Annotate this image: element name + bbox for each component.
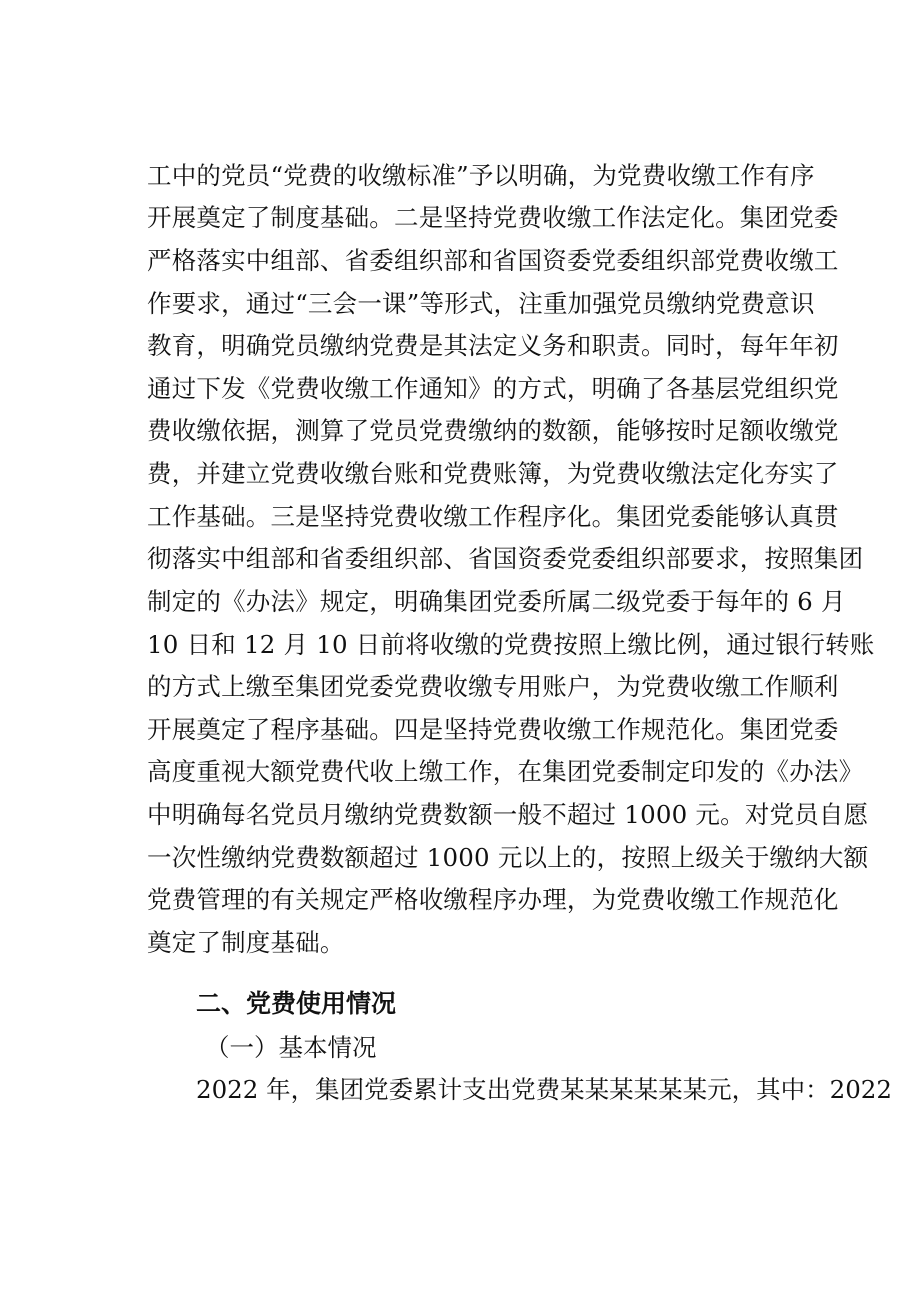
paragraph-line: 高度重视大额党费代收上缴工作，在集团党委制定印发的《办法》	[147, 757, 864, 786]
paragraph-line: 工作基础。三是坚持党费收缴工作程序化。集团党委能够认真贯	[147, 502, 839, 531]
subsection-heading: （一）基本情况	[205, 1033, 377, 1062]
paragraph-line: 严格落实中组部、省委组织部和省国资委党委组织部党费收缴工	[147, 246, 839, 275]
paragraph-line: 制定的《办法》规定，明确集团党委所属二级党委于每年的 6 月	[147, 587, 846, 616]
paragraph-line: 奠定了制度基础。	[147, 928, 345, 957]
paragraph-line: 工中的党员“党费的收缴标准”予以明确，为党费收缴工作有序	[147, 161, 815, 190]
paragraph-line: 开展奠定了程序基础。四是坚持党费收缴工作规范化。集团党委	[147, 715, 839, 744]
paragraph-line: 中明确每名党员月缴纳党费数额一般不超过 1000 元。对党员自愿	[147, 800, 869, 829]
paragraph-line: 2022 年，集团党委累计支出党费某某某某某某元，其中：2022	[196, 1075, 892, 1104]
paragraph-line: 费收缴依据，测算了党员党费缴纳的数额，能够按时足额收缴党	[147, 416, 839, 445]
paragraph-line: 的方式上缴至集团党委党费收缴专用账户，为党费收缴工作顺利	[147, 672, 839, 701]
paragraph-line: 一次性缴纳党费数额超过 1000 元以上的，按照上级关于缴纳大额	[147, 843, 869, 872]
paragraph-line: 费，并建立党费收缴台账和党费账簿，为党费收缴法定化夯实了	[147, 459, 839, 488]
paragraph-line: 彻落实中组部和省委组织部、省国资委党委组织部要求，按照集团	[147, 544, 864, 573]
section-heading: 二、党费使用情况	[196, 989, 397, 1018]
paragraph-line: 教育，明确党员缴纳党费是其法定义务和职责。同时，每年年初	[147, 331, 839, 360]
paragraph-line: 党费管理的有关规定严格收缴程序办理，为党费收缴工作规范化	[147, 885, 839, 914]
paragraph-line: 作要求，通过“三会一课”等形式，注重加强党员缴纳党费意识	[147, 289, 815, 318]
paragraph-line: 通过下发《党费收缴工作通知》的方式，明确了各基层党组织党	[147, 374, 839, 403]
paragraph-line: 10 日和 12 月 10 日前将收缴的党费按照上缴比例，通过银行转账	[147, 630, 875, 659]
paragraph-line: 开展奠定了制度基础。二是坚持党费收缴工作法定化。集团党委	[147, 203, 839, 232]
